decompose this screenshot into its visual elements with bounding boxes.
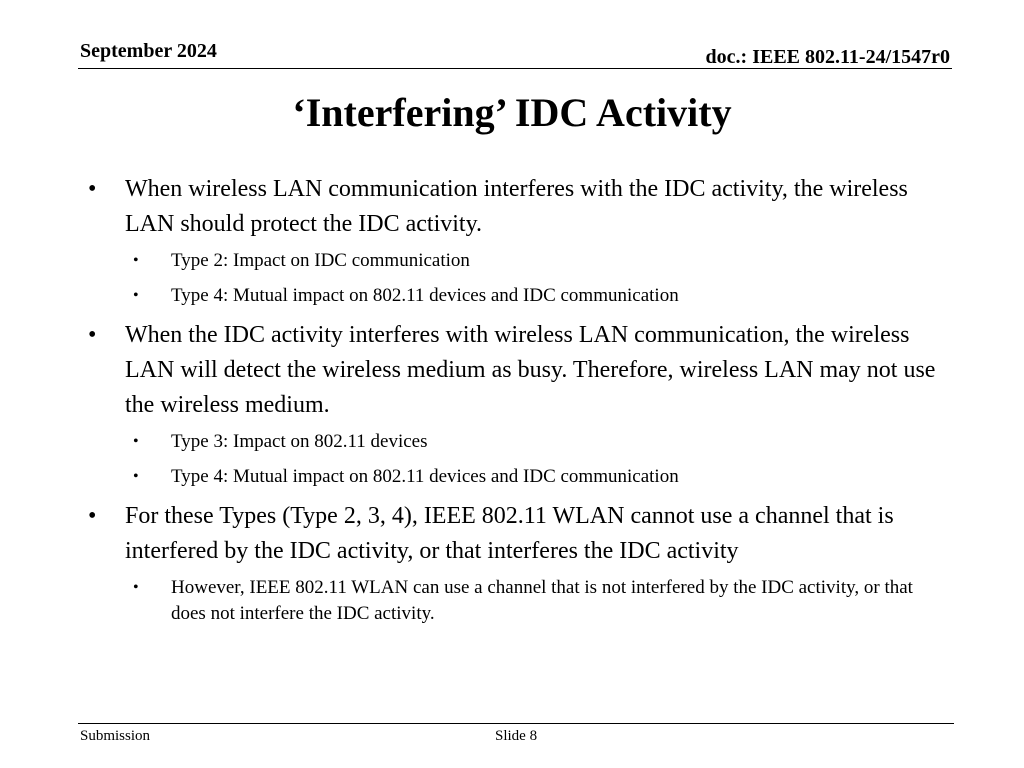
bullet-text: When the IDC activity interferes with wireless LAN communication, the wireless LAN will detect the wireless medium as busy. Therefore, wireless LAN may not use the wireless medium.	[125, 322, 936, 418]
slide-content	[88, 172, 938, 636]
sub-bullet-item	[88, 575, 938, 627]
sub-bullet-text: However, IEEE 802.11 WLAN can use a channel that is not interfered by the IDC activity, or that does not interfere the IDC activity.	[171, 577, 913, 624]
header-divider	[78, 68, 952, 69]
sub-bullet-item	[88, 283, 938, 309]
sub-bullet-text: Type 4: Mutual impact on 802.11 devices and IDC communication	[171, 285, 679, 306]
bullet-icon: •	[133, 287, 139, 304]
sub-bullet-item	[88, 429, 938, 455]
sub-bullet-text: Type 3: Impact on 802.11 devices	[171, 431, 428, 452]
sub-bullet-text: Type 2: Impact on IDC communication	[171, 250, 470, 271]
sub-bullet-item	[88, 248, 938, 274]
bullet-text: When wireless LAN communication interferes with the IDC activity, the wireless LAN should protect the IDC activity.	[125, 176, 908, 237]
bullet-item	[88, 318, 938, 423]
bullet-item	[88, 172, 938, 242]
slide-title: ‘Interfering’ IDC Activity	[292, 90, 732, 135]
bullet-text: For these Types (Type 2, 3, 4), IEEE 802.11 WLAN cannot use a channel that is interfered by the IDC activity, or that interferes the IDC activity	[125, 503, 894, 564]
bullet-icon: •	[133, 433, 139, 450]
header-date: September 2024	[80, 40, 217, 62]
sub-bullet-item	[88, 464, 938, 490]
bullet-icon: •	[88, 322, 97, 348]
footer-divider	[78, 723, 954, 724]
document-id: doc.: IEEE 802.11-24/1547r0	[705, 46, 950, 68]
bullet-icon: •	[133, 252, 139, 269]
bullet-item	[88, 499, 938, 569]
slide-number: Slide 8	[495, 728, 538, 744]
bullet-icon: •	[133, 579, 139, 596]
sub-bullet-text: Type 4: Mutual impact on 802.11 devices and IDC communication	[171, 466, 679, 487]
bullet-icon: •	[88, 176, 97, 202]
footer-submission: Submission	[80, 728, 151, 744]
bullet-icon: •	[133, 468, 139, 485]
bullet-icon: •	[88, 503, 97, 529]
